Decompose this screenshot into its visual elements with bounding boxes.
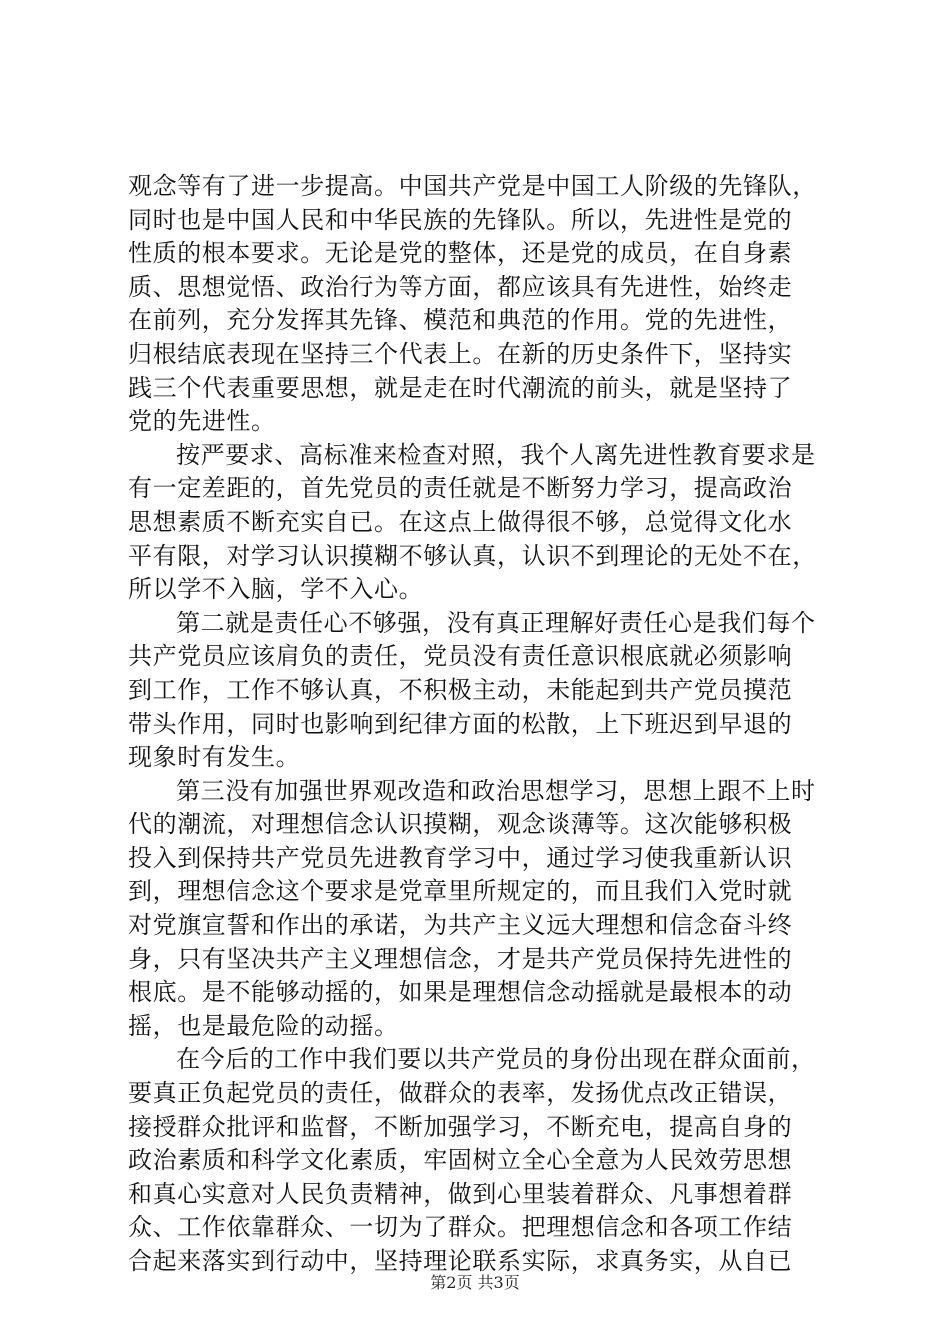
text-line: 合起来落实到行动中，坚持理论联系实际，求真务实，从自已 [128, 1247, 793, 1275]
paragraph-start-line: 在今后的工作中我们要以共产党员的身份出现在群众面前， [176, 1045, 816, 1074]
body-text [128, 170, 828, 1279]
text-line: 在前列，充分发挥其先锋、模范和典范的作用。党的先进性， [128, 306, 793, 335]
text-line: 投入到保持共产党员先进教育学习中，通过学习使我重新认识 [128, 843, 793, 872]
text-line: 性质的根本要求。无论是党的整体，还是党的成员，在自身素 [128, 239, 793, 268]
text-line: 同时也是中国人民和中华民族的先锋队。所以，先进性是党的 [128, 205, 793, 234]
paragraph-start-line: 第二就是责任心不够强，没有真正理解好责任心是我们每个 [176, 608, 816, 637]
text-line: 接授群众批评和监督，不断加强学习，不断充电，提高自身的 [128, 1112, 793, 1141]
text-line: 代的潮流，对理想信念认识摸糊，观念谈薄等。这次能够积极 [128, 810, 793, 839]
text-line: 平有限，对学习认识摸糊不够认真，认识不到理论的无处不在， [128, 541, 817, 570]
text-line: 根底。是不能够动摇的，如果是理想信念动摇就是最根本的动 [128, 978, 793, 1007]
text-line: 思想素质不断充实自已。在这点上做得很不够，总觉得文化水 [128, 507, 793, 536]
text-line: 到，理想信念这个要求是党章里所规定的，而且我们入党时就 [128, 877, 793, 906]
text-line: 对党旗宣誓和作出的承诺，为共产主义远大理想和信念奋斗终 [128, 911, 793, 940]
paragraph-start-line: 第三没有加强世界观改造和政治思想学习，思想上跟不上时 [176, 776, 816, 805]
text-line: 政治素质和科学文化素质，牢固树立全心全意为人民效劳思想 [128, 1146, 793, 1175]
paragraph-start-line: 按严要求、高标准来检查对照，我个人离先进性教育要求是 [176, 440, 816, 469]
text-line: 观念等有了进一步提高。中国共产党是中国工人阶级的先锋队， [128, 172, 817, 200]
text-line: 党的先进性。 [128, 407, 276, 436]
text-line: 摇，也是最危险的动摇。 [128, 1011, 399, 1040]
text-line: 共产党员应该肩负的责任，党员没有责任意识根底就必须影响 [128, 642, 793, 671]
text-line: 质、思想觉悟、政治行为等方面，都应该具有先进性，始终走 [128, 272, 793, 301]
text-line: 所以学不入脑，学不入心。 [128, 575, 424, 604]
text-line: 现象时有发生。 [128, 743, 301, 772]
text-line: 践三个代表重要思想，就是走在时代潮流的前头，就是坚持了 [128, 373, 793, 402]
text-line: 众、工作依靠群众、一切为了群众。把理想信念和各项工作结 [128, 1213, 793, 1242]
text-line: 和真心实意对人民负责精神，做到心里装着群众、凡事想着群 [128, 1179, 793, 1208]
text-line: 到工作，工作不够认真，不积极主动，未能起到共产党员摸范 [128, 675, 793, 704]
text-line: 归根结底表现在坚持三个代表上。在新的历史条件下，坚持实 [128, 339, 793, 368]
text-line: 带头作用，同时也影响到纪律方面的松散，上下班迟到早退的 [128, 709, 793, 738]
text-line: 要真正负起党员的责任，做群众的表率，发扬优点改正错误， [128, 1079, 793, 1108]
page-number-footer: 第2页 共3页 [430, 1273, 520, 1292]
text-line: 有一定差距的，首先党员的责任就是不断努力学习，提高政治 [128, 474, 793, 503]
text-line: 身，只有坚决共产主义理想信念，才是共产党员保持先进性的 [128, 944, 793, 973]
